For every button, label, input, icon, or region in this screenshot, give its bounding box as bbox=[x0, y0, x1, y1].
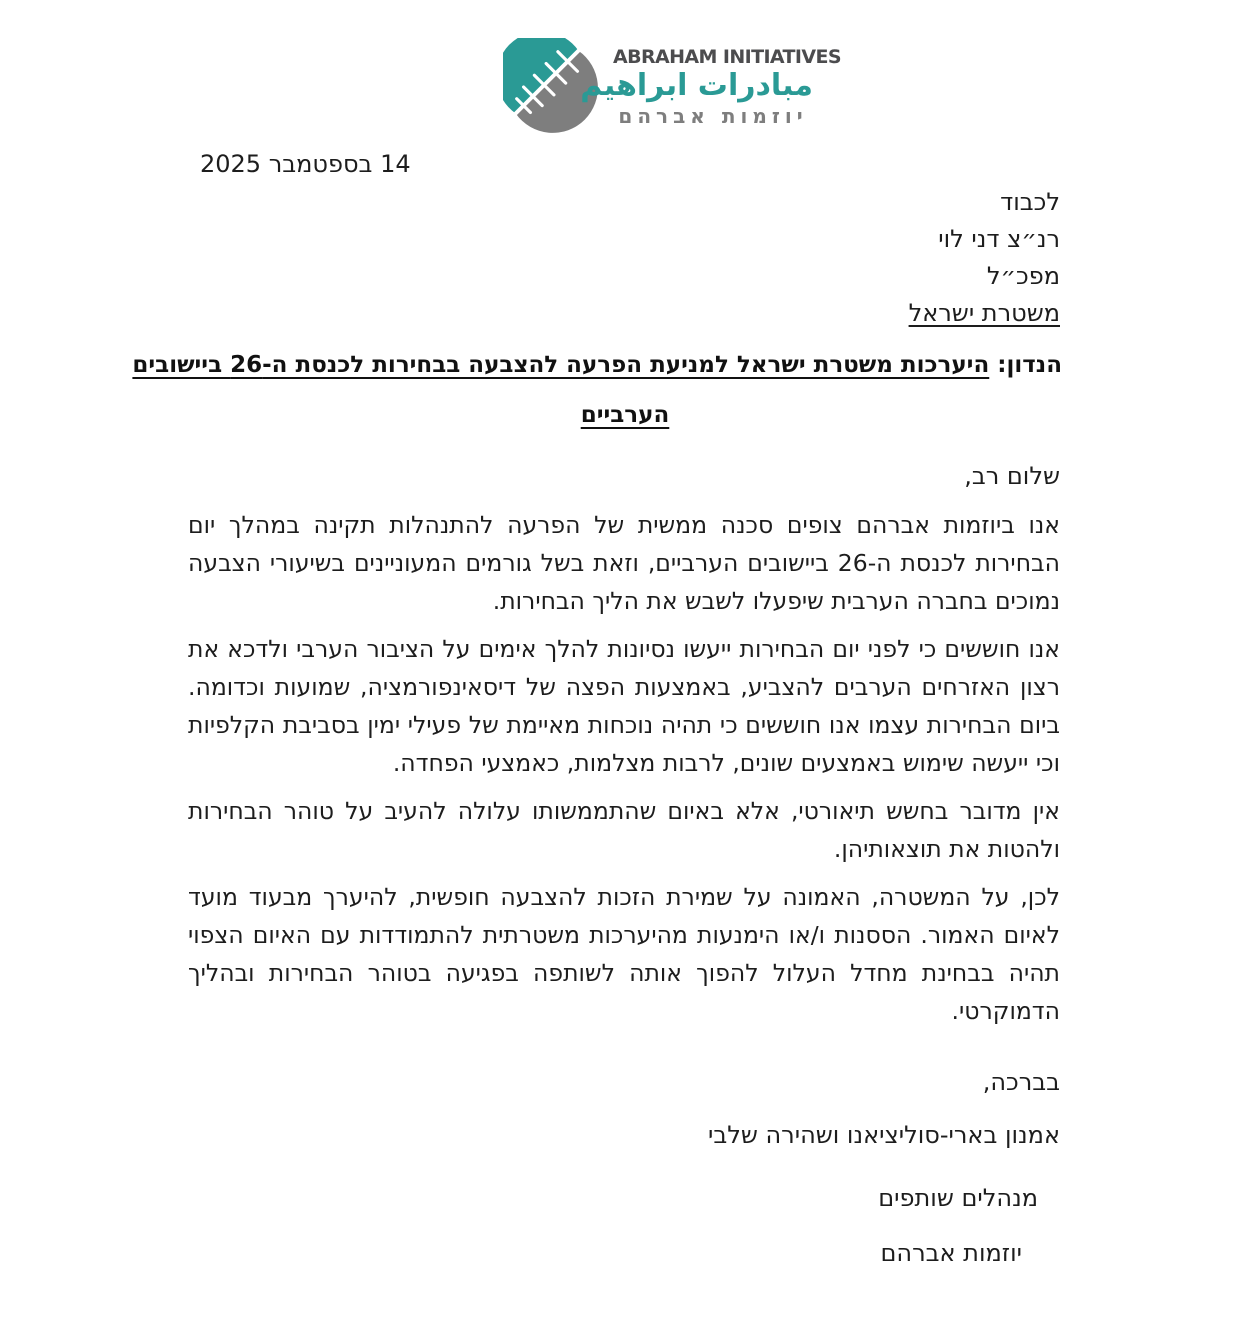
letter-body bbox=[188, 506, 1060, 1030]
body-paragraph-4: לכן, על המשטרה, האמונה על שמירת הזכות להצבעה חופשית, להיערך מבעוד מועד לאיום האמור. הססנות ו/או הימנעות מהיערכות משטרתית להתמודדות עם האיום הצפוי תהיה בבחינת מחדל העלול להפוך אותה לשותפה בפגיעה בטוהר הבחירות ובהליך הדמוקרטי. bbox=[188, 883, 1060, 1025]
signature-closing: בברכה, bbox=[982, 1068, 1060, 1096]
signature-organization: יוזמות אברהם bbox=[880, 1239, 1022, 1267]
org-name-hebrew: יוזמות אברהם bbox=[618, 104, 808, 129]
addressee-salutation: לכבוד bbox=[1000, 188, 1060, 216]
subject-line-1 bbox=[132, 352, 1062, 378]
org-logo-wordmark bbox=[580, 45, 841, 129]
subject-line-2: הערביים bbox=[580, 402, 670, 428]
signature-role: מנהלים שותפים bbox=[878, 1184, 1038, 1212]
body-paragraph-2: אנו חוששים כי לפני יום הבחירות ייעשו נסיונות להלך אימים על הציבור הערבי ולדכא את רצון האזרחים הערבים להצביע, באמצעות הפצה של דיסאינפורמציה, שמועות וכדומה. ביום הבחירות עצמו אנו חוששים כי תהיה נוכחות מאיימת של פעילי ימין בסביבת הקלפיות וכי ייעשה שימוש באמצעים שונים, לרבות מצלמות, כאמצעי הפחדה. bbox=[188, 635, 1060, 777]
signature-names: אמנון בארי-סוליציאנו ושהירה שלבי bbox=[707, 1121, 1060, 1149]
org-name-arabic: مبادرات ابراهيم bbox=[580, 67, 813, 103]
org-logo bbox=[503, 38, 841, 136]
addressee-name: רנ״צ דני לוי bbox=[938, 225, 1060, 253]
subject-block bbox=[132, 352, 1062, 428]
addressee-block bbox=[909, 184, 1060, 332]
subject-text: היערכות משטרת ישראל למניעת הפרעה להצבעה בבחירות לכנסת ה-26 ביישובים bbox=[132, 352, 990, 378]
greeting: שלום רב, bbox=[964, 462, 1060, 490]
letter-date: 14 בספטמבר 2025 bbox=[200, 150, 411, 178]
body-paragraph-1: אנו ביוזמות אברהם צופים סכנה ממשית של הפרעה להתנהלות תקינה במהלך יום הבחירות לכנסת ה-26 ביישובים הערביים, וזאת בשל גורמים המעוניינים בשיעורי הצבעה נמוכים בחברה הערבית שיפעלו לשבש את הליך הבחירות. bbox=[188, 511, 1060, 615]
body-paragraph-3: אין מדובר בחשש תיאורטי, אלא באיום שהתממשותו עלולה להעיב על טוהר הבחירות ולהטות את תוצאותיהן. bbox=[188, 797, 1060, 863]
addressee-organization: משטרת ישראל bbox=[908, 299, 1060, 327]
addressee-title: מפכ״ל bbox=[986, 262, 1060, 290]
subject-label: הנדון: bbox=[997, 352, 1062, 378]
org-name-english: ABRAHAM INITIATIVES bbox=[613, 45, 841, 68]
